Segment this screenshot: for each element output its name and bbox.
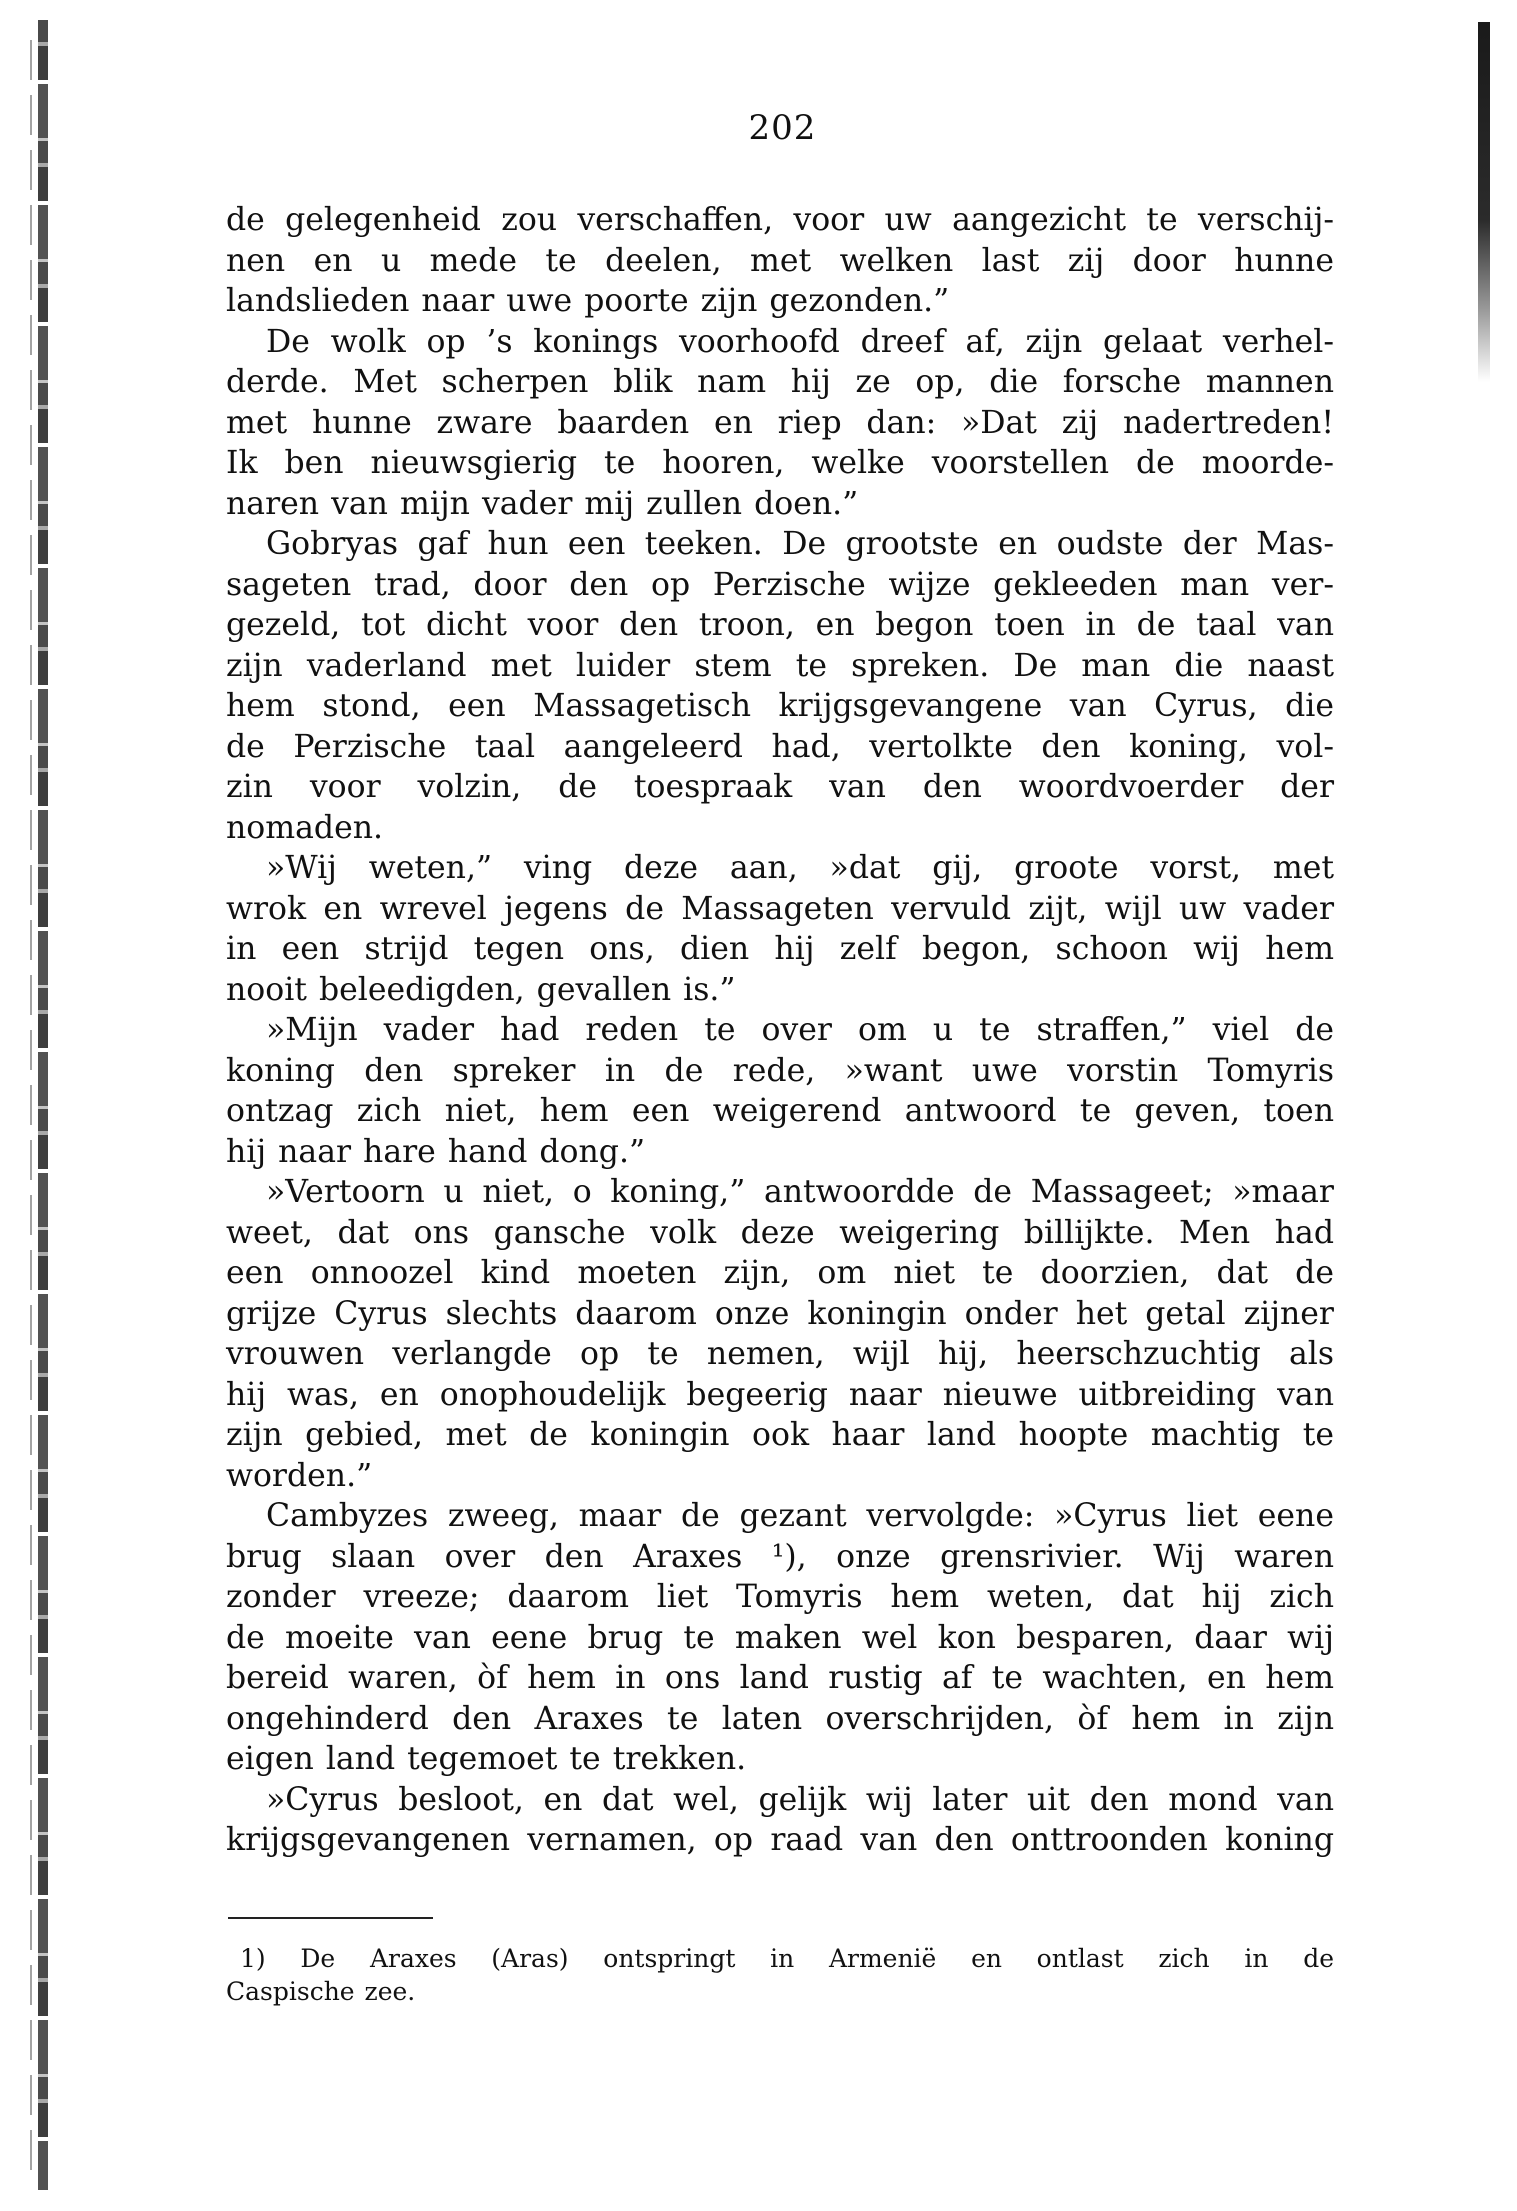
text-line: de gelegenheid zou verschaffen, voor uw aangezicht te verschij-: [226, 202, 1334, 238]
text-line: zonder vreeze; daarom liet Tomyris hem weten, dat hij zich: [226, 1579, 1334, 1615]
footnote-separator: [228, 1917, 433, 1919]
text-line: nomaden.: [226, 809, 384, 846]
text-line: koning den spreker in de rede, »want uwe vorstin Tomyris: [226, 1052, 1334, 1089]
text-line: nooit beleedigden, gevallen is.”: [226, 971, 736, 1008]
text-line: zijn gebied, met de koningin ook haar land hoopte machtig te: [226, 1417, 1334, 1453]
text-line: »Cyrus besloot, en dat wel, gelijk wij later uit den mond van: [266, 1781, 1334, 1818]
text-line: »Mijn vader had reden te over om u te straffen,” viel de: [266, 1012, 1334, 1048]
text-line: hij naar hare hand dong.”: [226, 1133, 646, 1170]
body-text: [226, 200, 1334, 1861]
book-spine-edge: [38, 20, 48, 2190]
text-line: grijze Cyrus slechts daarom onze koningin onder het getal zijner: [226, 1295, 1334, 1332]
text-line: Gobryas gaf hun een teeken. De grootste en oudste der Mas-: [266, 526, 1334, 562]
text-line: vrouwen verlangde op te nemen, wijl hij, heerschzuchtig als: [226, 1336, 1334, 1372]
text-line: worden.”: [226, 1457, 373, 1494]
footnote: [226, 1942, 1334, 2008]
text-line: ongehinderd den Araxes te laten overschrijden, òf hem in zijn: [226, 1700, 1334, 1737]
page-edge-right: [1478, 22, 1490, 382]
text-line: zin voor volzin, de toespraak van den woordvoerder der: [226, 769, 1334, 805]
text-line: landslieden naar uwe poorte zijn gezonden.”: [226, 283, 950, 319]
text-line: een onnoozel kind moeten zijn, om niet te doorzien, dat de: [226, 1255, 1334, 1291]
book-spine-shadow: [30, 40, 32, 2180]
text-line: Ik ben nieuwsgierig te hooren, welke voorstellen de moorde-: [226, 445, 1334, 481]
text-line: naren van mijn vader mij zullen doen.”: [226, 485, 859, 522]
text-line: de Perzische taal aangeleerd had, vertolkte den koning, vol-: [226, 728, 1334, 765]
text-line: derde. Met scherpen blik nam hij ze op, die forsche mannen: [226, 364, 1334, 400]
text-line: nen en u mede te deelen, met welken last zij door hunne: [226, 242, 1334, 279]
text-line: »Wij weten,” ving deze aan, »dat gij, groote vorst, met: [266, 850, 1334, 886]
text-line: Cambyzes zweeg, maar de gezant vervolgde: »Cyrus liet eene: [266, 1498, 1334, 1534]
text-line: »Vertoorn u niet, o koning,” antwoordde de Massageet; »maar: [266, 1174, 1334, 1210]
text-line: ontzag zich niet, hem een weigerend antwoord te geven, toen: [226, 1093, 1334, 1129]
text-line: hij was, en onophoudelijk begeerig naar nieuwe uitbreiding van: [226, 1376, 1334, 1413]
text-line: krijgsgevangenen vernamen, op raad van den onttroonden koning: [226, 1822, 1334, 1858]
text-line: zijn vaderland met luider stem te spreken. De man die naast: [226, 647, 1334, 684]
page-number: 202: [748, 108, 817, 148]
text-line: De wolk op ’s konings voorhoofd dreef af, zijn gelaat verhel-: [266, 323, 1334, 360]
text-line: bereid waren, òf hem in ons land rustig af te wachten, en hem: [226, 1660, 1334, 1696]
text-line: eigen land tegemoet te trekken.: [226, 1741, 747, 1777]
text-line: weet, dat ons gansche volk deze weigering billijkte. Men had: [226, 1214, 1334, 1251]
text-line: gezeld, tot dicht voor den troon, en begon toen in de taal van: [226, 607, 1334, 643]
text-line: sageten trad, door den op Perzische wijze gekleeden man ver-: [226, 566, 1334, 603]
text-line: in een strijd tegen ons, dien hij zelf begon, schoon wij hem: [226, 931, 1334, 967]
text-line: wrok en wrevel jegens de Massageten vervuld zijt, wijl uw vader: [226, 890, 1334, 927]
text-line: de moeite van eene brug te maken wel kon besparen, daar wij: [226, 1619, 1334, 1656]
text-line: brug slaan over den Araxes ¹), onze grensrivier. Wij waren: [226, 1538, 1334, 1575]
footnote-line: 1) De Araxes (Aras) ontspringt in Armenië en ontlast zich in de: [240, 1944, 1334, 1973]
text-line: met hunne zware baarden en riep dan: »Dat zij nadertreden!: [226, 404, 1334, 441]
footnote-line: Caspische zee.: [226, 1977, 416, 2006]
text-line: hem stond, een Massagetisch krijgsgevangene van Cyrus, die: [226, 688, 1334, 724]
